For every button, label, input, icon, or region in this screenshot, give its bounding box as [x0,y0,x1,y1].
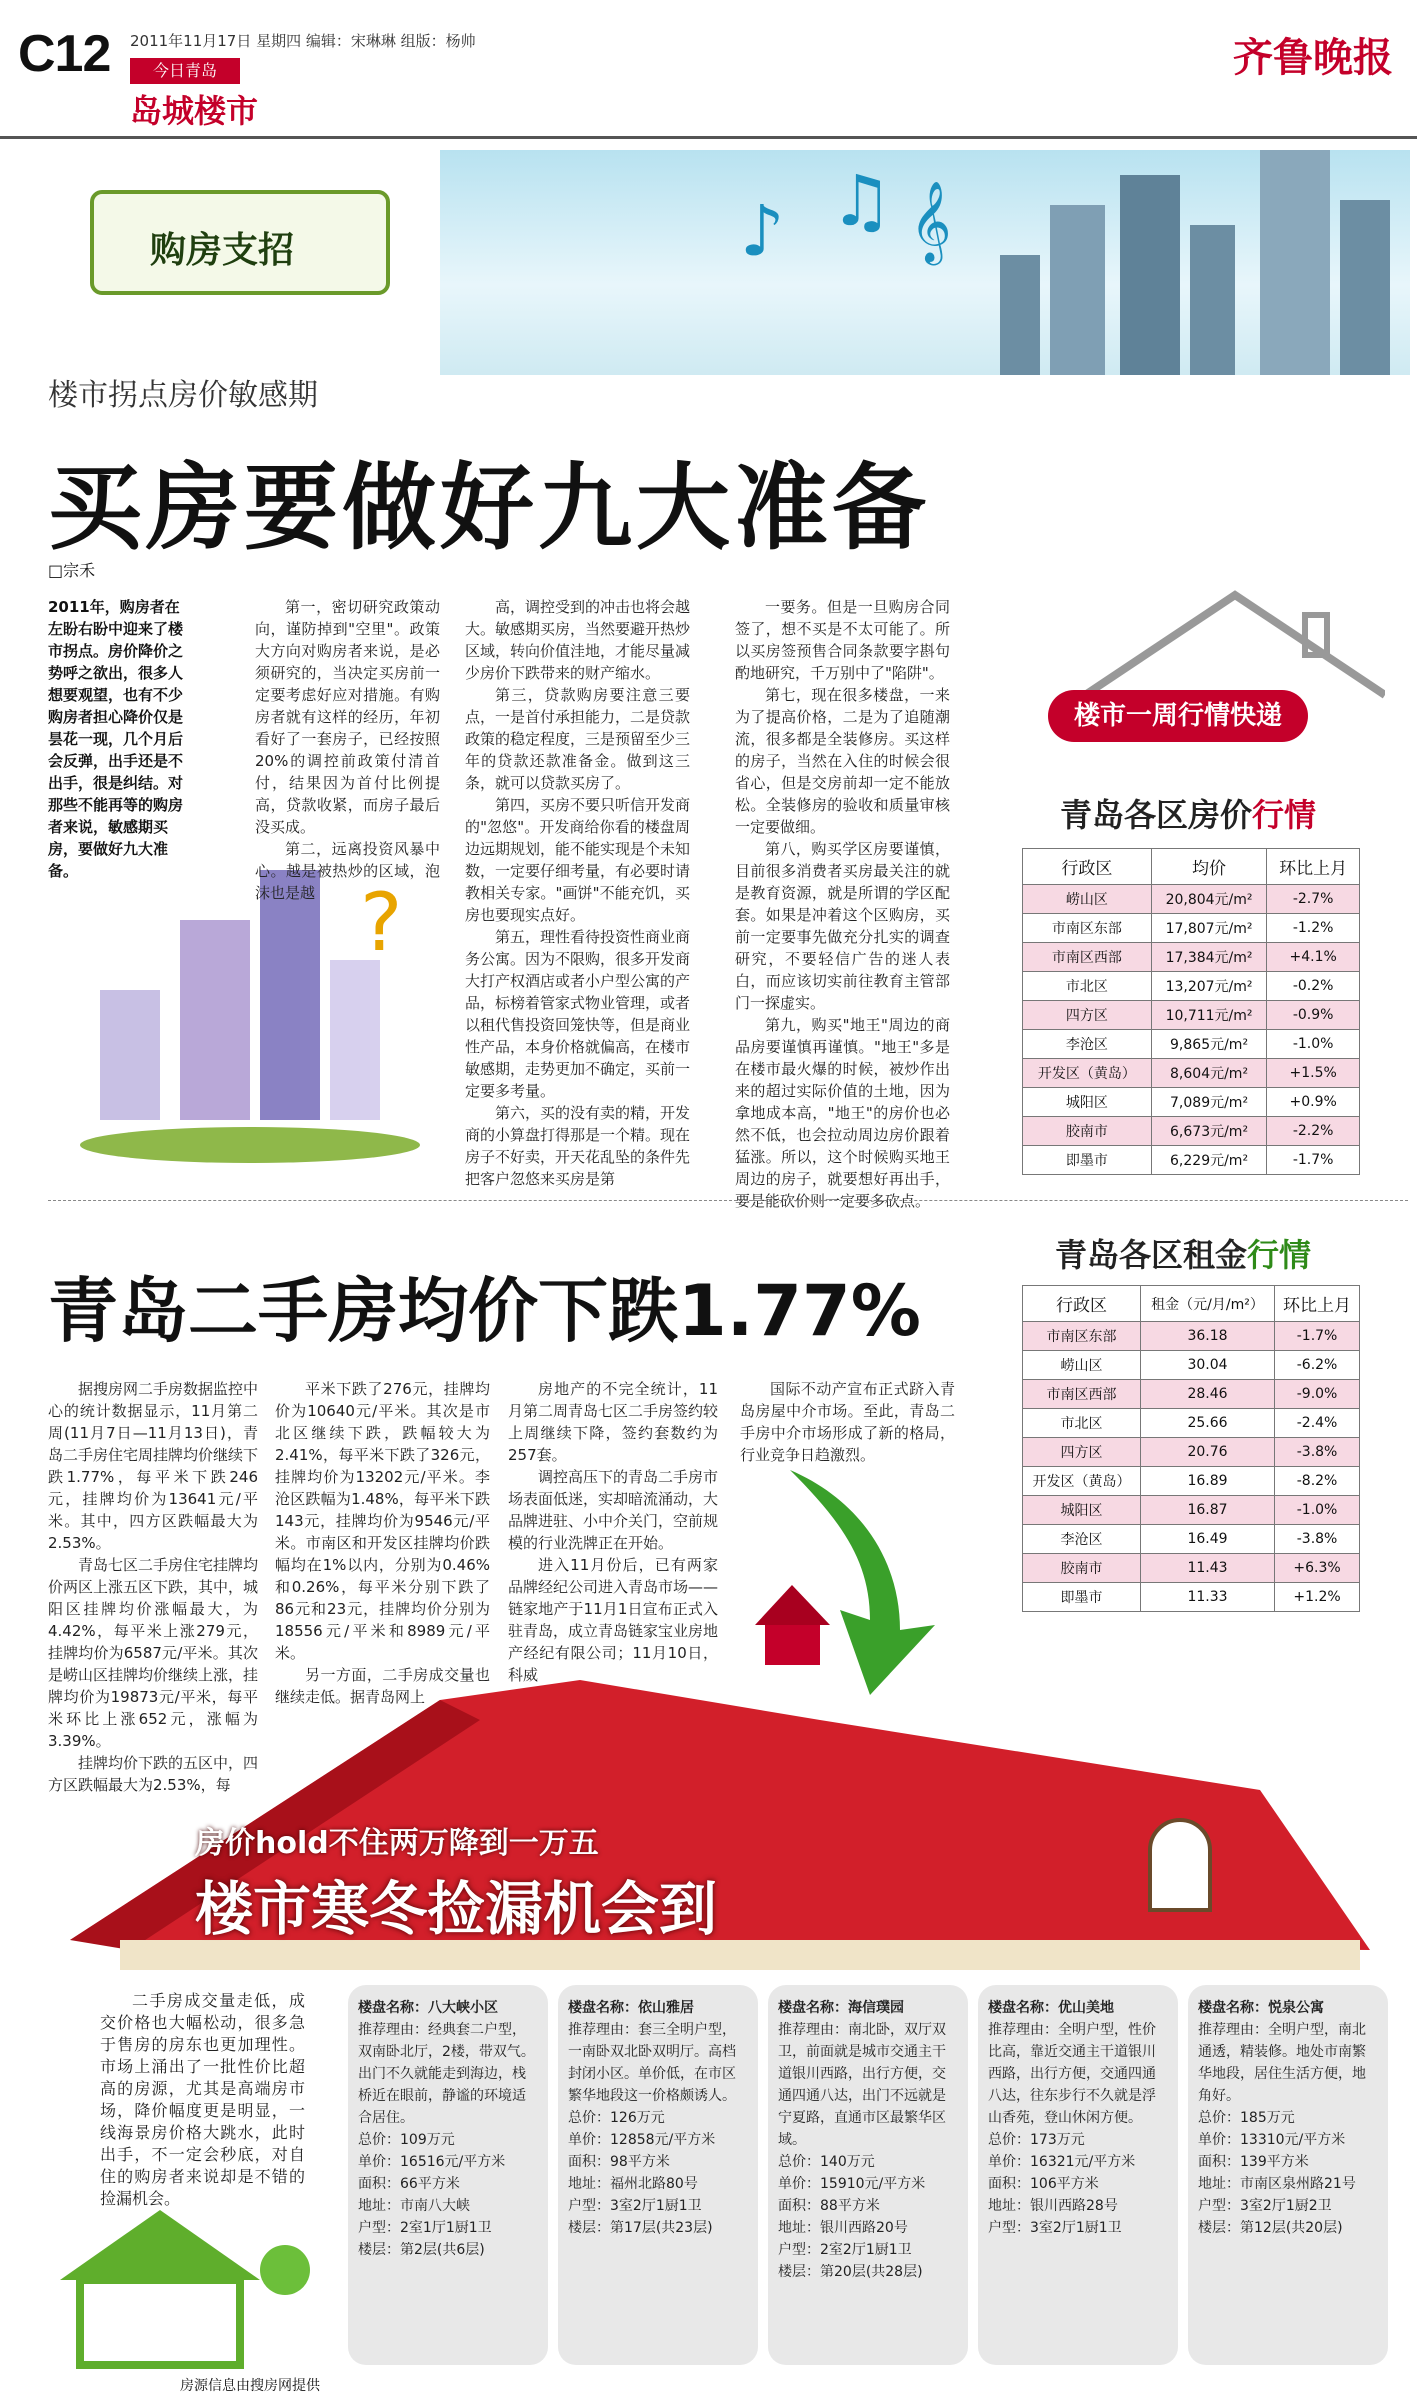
table-row [1023,1496,1360,1525]
cold-market-lead: 二手房成交量走低，成交价格也大幅松动，很多急于售房的房东也更加理性。市场上涌出了一批性价比超高的房源，尤其是高端房市场，降价幅度更是明显，一线海景房价格大跳水，此时出手，不一定会秒底，对自住的购房者来说却是不错的捡漏机会。 [100,1991,305,2208]
table-row [1023,914,1360,943]
table-cell: 25.66 [1140,1409,1274,1438]
table-row [1023,1409,1360,1438]
table-cell: 20,804元/m² [1151,885,1267,914]
article-column-3: 一要务。但是一旦购房合同签了，想不买是不太可能了。所以买房签预售合同条款要字斟句酌地研究，千万别中了"陷阱"。 第七，现在很多楼盘，一来为了提高价格，二是为了追随潮流，很多都是全装修房。买这样的房子，当然在入住的时候会很省心，但是交房前却一定不能放松。全装修房的验收和质量审核一定要做细。 第八，购买学区房要谨慎，目前很多消费者买房最关注的就是教育资源，就是所谓的学区配套。如果是冲着这个区购房，买前一定要事先做充分扎实的调查研究，不要轻信广告的迷人表白，而应该切实前往教育主管部门一探虚实。 第九，购买"地王"周边的商品房要谨慎再谨慎。"地王"多是在楼市最火爆的时候，被炒作出来的超过实际价值的土地，因为拿地成本高，"地王"的房价也必然不低，也会拉动周边房价跟着猛涨。所以，这个时候购买地王周边的房子，就要想好再出手，要是能砍价则一定要多砍点。 [735,598,950,1210]
rent-table: 行政区 租金（元/月/m²） 环比上月 市南区东部 36.18 -1.7% 崂山区 30.04 -6.2% 市南区西部 28.46 -9.0% 市北区 25.66 -2.4% 四方区 20.76 -3.8% 开发区（黄岛） 16.89 -8.2% 城阳区 16.87 -1.0% 李沧区 16.49 -3.8% 胶南市 11.43 +6.3% 即墨市 11.33 +1.2% [1022,1285,1360,1612]
table-cell: -6.2% [1275,1351,1360,1380]
table-cell: 17,807元/m² [1151,914,1267,943]
table-cell: -1.0% [1267,1030,1360,1059]
page-number: C12 [18,25,111,83]
green-house-icon [50,2200,310,2370]
building-icon [1260,150,1330,375]
table-cell: 16.49 [1140,1525,1274,1554]
table-cell: -8.2% [1275,1467,1360,1496]
table-cell: +4.1% [1267,943,1360,972]
table-cell: 四方区 [1023,1438,1141,1467]
table-cell: 11.33 [1140,1583,1274,1612]
rent-table-title: 青岛各区租金行情 [1055,1236,1312,1274]
table-row [1023,1059,1360,1088]
newspaper-logo: 齐鲁晚报 [1233,34,1393,81]
header-rule [0,136,1417,139]
table-cell: +0.9% [1267,1088,1360,1117]
table-cell: 7,089元/m² [1151,1088,1267,1117]
svg-text:?: ? [360,876,403,969]
article-lead: 2011年，购房者在左盼右盼中迎来了楼市拐点。房价降价之势呼之欲出，很多人想要观望，也有不少购房者担心降价仅是昙花一现，几个月后会反弹，出手还是不出手，很是纠结。对那些不能再等的购房者来说，敏感期买房，要做好九大准备。 [48,598,184,880]
table-cell: 即墨市 [1023,1583,1141,1612]
treble-clef-icon: 𝄞 [910,180,952,262]
table-cell: -1.2% [1267,914,1360,943]
table-row [1023,1030,1360,1059]
section-divider [48,1200,1408,1201]
table-cell: -1.7% [1267,1146,1360,1175]
table-cell: -9.0% [1275,1380,1360,1409]
article-column-1: 第一，密切研究政策动向，谨防掉到"空里"。政策大方向对购房者来说，是必须研究的，当决定买房前一定要考虑好应对措施。有购房者就有这样的经历，年初看好了一套房子，已经按照20%的调控前政策付清首付，结果因为首付比例提高，贷款收紧，而房子最后没买成。 第二，远离投资风暴中心。越是被热炒的区域，泡沫也是越 [255,598,440,902]
table-row [1023,1380,1360,1409]
table-row [1023,1088,1360,1117]
table-cell: 胶南市 [1023,1117,1152,1146]
table-cell: +6.3% [1275,1554,1360,1583]
skyline-banner [440,150,1410,375]
table-cell: 李沧区 [1023,1030,1152,1059]
s2-column-1: 据搜房网二手房数据监控中心的统计数据显示，11月第二周(11月7日—11月13日)，青岛二手房住宅周挂牌均价继续下跌1.77%，每平米下跌246元，挂牌均价为13641元/平米。其中，四方区跌幅最大为2.53%。 青岛七区二手房住宅挂牌均价两区上涨五区下跌，其中，城阳区挂牌均价涨幅最大，为4.42%，每平米上涨279元，挂牌均价为6587元/平米。其次是崂山区挂牌均价继续上涨，挂牌均价为19873元/平米，每平米环比上涨652元，涨幅为3.39%。 挂牌均价下跌的五区中，四方区跌幅最大为2.53%，每 [48,1380,259,1794]
table-cell: 6,229元/m² [1151,1146,1267,1175]
source-credit: 房源信息由搜房网提供 [180,2378,320,2394]
article-column-2: 高，调控受到的冲击也将会越大。敏感期买房，当然要避开热炒区域，转向价值洼地，才能尽量减少房价下跌带来的财产缩水。 第三，贷款购房要注意三要点，一是首付承担能力，二是贷款政策的稳定程度，三是预留至少三年的贷款还款准备金。做到这三条，就可以贷款买房了。 第四，买房不要只听信开发商的"忽悠"。开发商给你看的楼盘周边远期规划，能不能实现是个未知数，一定要仔细考量，有必要时请教相关专家。"画饼"不能充饥，买房也要现实点好。 第五，理性看待投资性商业商务公寓。因为不限购，很多开发商大打产权酒店或者小户型公寓的产品，标榜着管家式物业管理，或者以租代售投资回笼快等，但是商业性产品，本身价格就偏高，在楼市敏感期，走势更加不确定，买前一定要多考量。 第六，买的没有卖的精，开发商的小算盘打得那是一个精。现在房子不好卖，开天花乱坠的条件先把客户忽悠来买房是第 [465,598,691,1188]
table-row [1023,1351,1360,1380]
table-cell: 崂山区 [1023,1351,1141,1380]
table-row [1023,1146,1360,1175]
building-icon [1000,255,1040,375]
table-cell: +1.5% [1267,1059,1360,1088]
listing-card: 楼盘名称：海信璞园 推荐理由：南北卧，双厅双卫，前面就是城市交通主干道银川西路，出行方便，交通四通八达，出门不远就是宁夏路，直通市区最繁华区域。 总价：140万元 单价：15910元/平方米 面积：88平方米 地址：银川西路20号 户型：2室2厅1厨1卫 楼层：第20层(共28层) [768,1985,968,2365]
price-table-title: 青岛各区房价行情 [1060,796,1317,834]
cold-market-subtitle: 房价hold不住两万降到一万五 [195,1826,599,1861]
secondhand-title: 青岛二手房均价下跌1.77% [48,1270,921,1352]
table-cell: 10,711元/m² [1151,1001,1267,1030]
table-cell: 市北区 [1023,1409,1141,1438]
table-cell: 9,865元/m² [1151,1030,1267,1059]
listing-card: 楼盘名称：八大峡小区 推荐理由：经典套二户型，双南卧北厅，2楼，带双气。出门不久就能走到海边，栈桥近在眼前，静谧的环境适合居住。 总价：109万元 单价：16516元/平方米 面积：66平方米 地址：市南八大峡 户型：2室1厅1厨1卫 楼层：第2层(共6层) [348,1985,548,2365]
table-row [1023,885,1360,914]
listing-card: 楼盘名称：优山美地 推荐理由：全明户型，性价比高，靠近交通主干道银川西路，出行方便，交通四通八达，往东步行不久就是浮山香苑，登山休闲方便。 总价：173万元 单价：16321元/平方米 面积：106平方米 地址：银川西路28号 户型：3室2厅1厨1卫 [978,1985,1178,2365]
table-row [1023,1117,1360,1146]
article-title: 买房要做好九大准备 [48,454,931,563]
music-note-icon: ♫ [830,160,893,242]
table-cell: 即墨市 [1023,1146,1152,1175]
table-row [1023,1467,1360,1496]
building-icon [1120,175,1180,375]
table-row [1023,1001,1360,1030]
table-cell: 13,207元/m² [1151,972,1267,1001]
roof-outline-icon [1085,585,1385,705]
table-cell: 城阳区 [1023,1496,1141,1525]
tip-label: 购房支招 [150,230,295,271]
table-cell: 李沧区 [1023,1525,1141,1554]
byline: □宗禾 [48,561,96,580]
table-row [1023,1583,1360,1612]
table-cell: 17,384元/m² [1151,943,1267,972]
s2-column-2: 平米下跌了276元，挂牌均价为10640元/平米。其次是市北区继续下跌，跌幅较大为2.41%，每平米下跌了326元，挂牌均价为13202元/平米。李沧区跌幅为1.48%，每平米下跌143元，挂牌均价为9546元/平米。市南区和开发区挂牌均价跌幅均在1%以内，分别为0.46%和0.26%，每平米分别下跌了86元和23元，挂牌均价分别为18556元/平米和8989元/平米。 另一方面，二手房成交量也继续走低。据青岛网上 [275,1380,490,1706]
table-cell: 市北区 [1023,972,1152,1001]
table-cell: 8,604元/m² [1151,1059,1267,1088]
table-cell: -2.7% [1267,885,1360,914]
table-cell: -3.8% [1275,1525,1360,1554]
table-cell: -2.2% [1267,1117,1360,1146]
building-icon [1340,200,1390,375]
table-cell: 16.87 [1140,1496,1274,1525]
table-cell: 市南区东部 [1023,1322,1141,1351]
table-cell: 6,673元/m² [1151,1117,1267,1146]
price-table: 行政区 均价 环比上月 崂山区 20,804元/m² -2.7% 市南区东部 17,807元/m² -1.2% 市南区西部 17,384元/m² +4.1% 市北区 13,207元/m² -0.2% 四方区 10,711元/m² -0.9% 李沧区 9,865元/m² -1.0% 开发区（黄岛） 8,604元/m² +1.5% 城阳区 7,089元/m² +0.9% 胶南市 6,673元/m² -2.2% 即墨市 6,229元/m² -1.7% [1022,848,1360,1175]
table-cell: 崂山区 [1023,885,1152,914]
article-kicker: 楼市拐点房价敏感期 [48,378,318,413]
music-note-icon: ♪ [740,190,785,272]
section-bar: 今日青岛 [130,58,240,84]
building-icon [1050,205,1105,375]
table-cell: 16.89 [1140,1467,1274,1496]
s2-column-4: 国际不动产宣布正式跻入青岛房屋中介市场。至此，青岛二手房中介市场形成了新的格局，行业竞争日趋激烈。 [740,1380,955,1464]
table-cell: -0.2% [1267,972,1360,1001]
cold-market-title: 楼市寒冬捡漏机会到 [195,1875,718,1943]
weekly-badge: 楼市一周行情快递 [1048,690,1308,742]
table-cell: 36.18 [1140,1322,1274,1351]
table-row [1023,943,1360,972]
listing-card: 楼盘名称：依山雅居 推荐理由：套三全明户型，一南卧双北卧双明厅。高档封闭小区。单价低，在市区繁华地段这一价格颇诱人。 总价：126万元 单价：12858元/平方米 面积：98平方米 地址：福州北路80号 户型：3室2厅1厨1卫 楼层：第17层(共23层) [558,1985,758,2365]
table-cell: -1.0% [1275,1496,1360,1525]
table-cell: -1.7% [1275,1322,1360,1351]
table-row [1023,1554,1360,1583]
table-cell: 胶南市 [1023,1554,1141,1583]
table-row [1023,972,1360,1001]
s2-column-3: 房地产的不完全统计，11月第二周青岛七区二手房签约较上周继续下降，签约套数约为257套。 调控高压下的青岛二手房市场表面低迷，实却暗流涌动，大品牌进驻、小中介关门，空前规模的行业洗牌正在开始。 进入11月份后，已有两家品牌经纪公司进入青岛市场——链家地产于11月1日宣布正式入驻青岛，成立青岛链家宝业房地产经纪有限公司；11月10日，科威 [508,1380,719,1684]
table-cell: 开发区（黄岛） [1023,1467,1141,1496]
table-cell: 28.46 [1140,1380,1274,1409]
section-title: 岛城楼市 [130,92,259,130]
table-cell: 30.04 [1140,1351,1274,1380]
table-cell: 11.43 [1140,1554,1274,1583]
building-icon [1190,225,1235,375]
table-cell: 市南区西部 [1023,943,1152,972]
table-row [1023,1438,1360,1467]
table-cell: 市南区东部 [1023,914,1152,943]
table-cell: 20.76 [1140,1438,1274,1467]
table-cell: 城阳区 [1023,1088,1152,1117]
table-cell: -3.8% [1275,1438,1360,1467]
table-row [1023,1525,1360,1554]
table-cell: 市南区西部 [1023,1380,1141,1409]
table-cell: 开发区（黄岛） [1023,1059,1152,1088]
table-cell: -2.4% [1275,1409,1360,1438]
table-cell: +1.2% [1275,1583,1360,1612]
table-cell: 四方区 [1023,1001,1152,1030]
table-cell: -0.9% [1267,1001,1360,1030]
listing-card: 楼盘名称：悦泉公寓 推荐理由：全明户型，南北通透，精装修。地处市南繁华地段，居住生活方便，地角好。 总价：185万元 单价：13310元/平方米 面积：139平方米 地址：市南区泉州路21号 户型：3室2厅1厨2卫 楼层：第12层(共20层) [1188,1985,1388,2365]
table-row [1023,1322,1360,1351]
date-line: 2011年11月17日 星期四 编辑：宋琳琳 组版：杨帅 [130,32,476,50]
